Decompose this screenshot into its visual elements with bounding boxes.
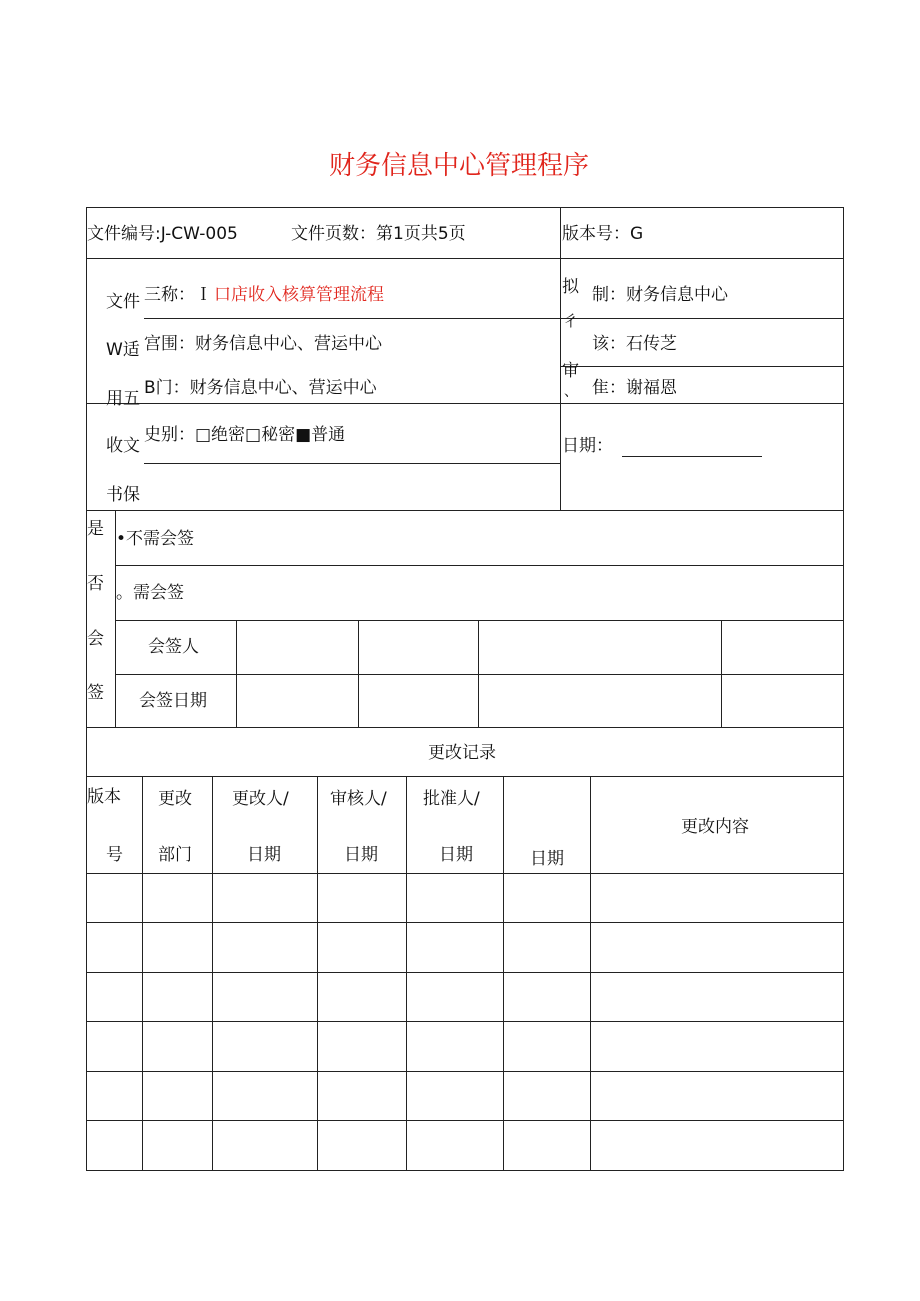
approver: 隹：谢福恩 [592, 378, 677, 398]
table-row [87, 923, 843, 972]
approval-date-label: 日期： [562, 436, 613, 456]
approval-side-label: 拟 [562, 277, 579, 297]
column-header: 部门 [158, 845, 192, 865]
column-header: 版本 [87, 787, 121, 807]
drafter: 制：财务信息中心 [592, 285, 728, 305]
column-header: 日期 [439, 845, 473, 865]
file-side-label: 文件 [106, 292, 140, 312]
countersign-side-label: 否 [87, 574, 104, 594]
table-row [87, 1121, 843, 1170]
column-header: 日期 [344, 845, 378, 865]
approval-side-label: 审 [562, 361, 579, 381]
reviewer: 该：石传芝 [592, 334, 677, 354]
version-number: 版本号：G [562, 224, 644, 244]
column-header: 日期 [247, 845, 281, 865]
column-header: 号 [106, 845, 123, 865]
file-side-label: 书保 [106, 485, 140, 505]
column-header: 更改内容 [681, 817, 749, 837]
countersign-side-label: 签 [87, 683, 104, 703]
approval-side-label: 、 [564, 384, 578, 400]
security-level: 史别：□绝密□秘密■普通 [144, 425, 346, 445]
page-title: 财务信息中心管理程序 [329, 151, 590, 181]
countersign-option-no: •不需会签 [116, 529, 195, 549]
countersign-side-label: 是 [87, 519, 104, 539]
countersign-date-label: 会签日期 [139, 691, 207, 711]
table-row [87, 1022, 843, 1071]
column-header: 更改人/ [232, 789, 289, 809]
column-header: 更改 [158, 789, 192, 809]
table-row [87, 973, 843, 1021]
column-header: 审核人/ [330, 789, 387, 809]
file-number: 文件编号:J-CW-005 [87, 224, 238, 244]
countersign-option-yes: 。需会签 [116, 583, 184, 603]
file-side-label: 用五 [106, 389, 140, 409]
file-name-label: 三称：Ｉ [144, 285, 212, 305]
change-record-title: 更改记录 [428, 743, 496, 763]
countersign-signer-label: 会签人 [148, 637, 199, 657]
column-header: 日期 [530, 849, 564, 869]
countersign-side-label: 会 [87, 629, 104, 649]
file-side-label: W适 [106, 340, 140, 360]
approval-side-label: 彳 [563, 312, 579, 330]
file-department: B门：财务信息中心、营运中心 [144, 378, 377, 398]
column-header: 批准人/ [423, 789, 480, 809]
file-name-value: 口店收入核算管理流程 [214, 285, 384, 305]
table-row [87, 874, 843, 922]
file-side-label: 收文 [106, 436, 140, 456]
page-count: 文件页数：第1页共5页 [291, 224, 466, 244]
file-scope: 宫围：财务信息中心、营运中心 [144, 334, 382, 354]
table-row [87, 1072, 843, 1120]
